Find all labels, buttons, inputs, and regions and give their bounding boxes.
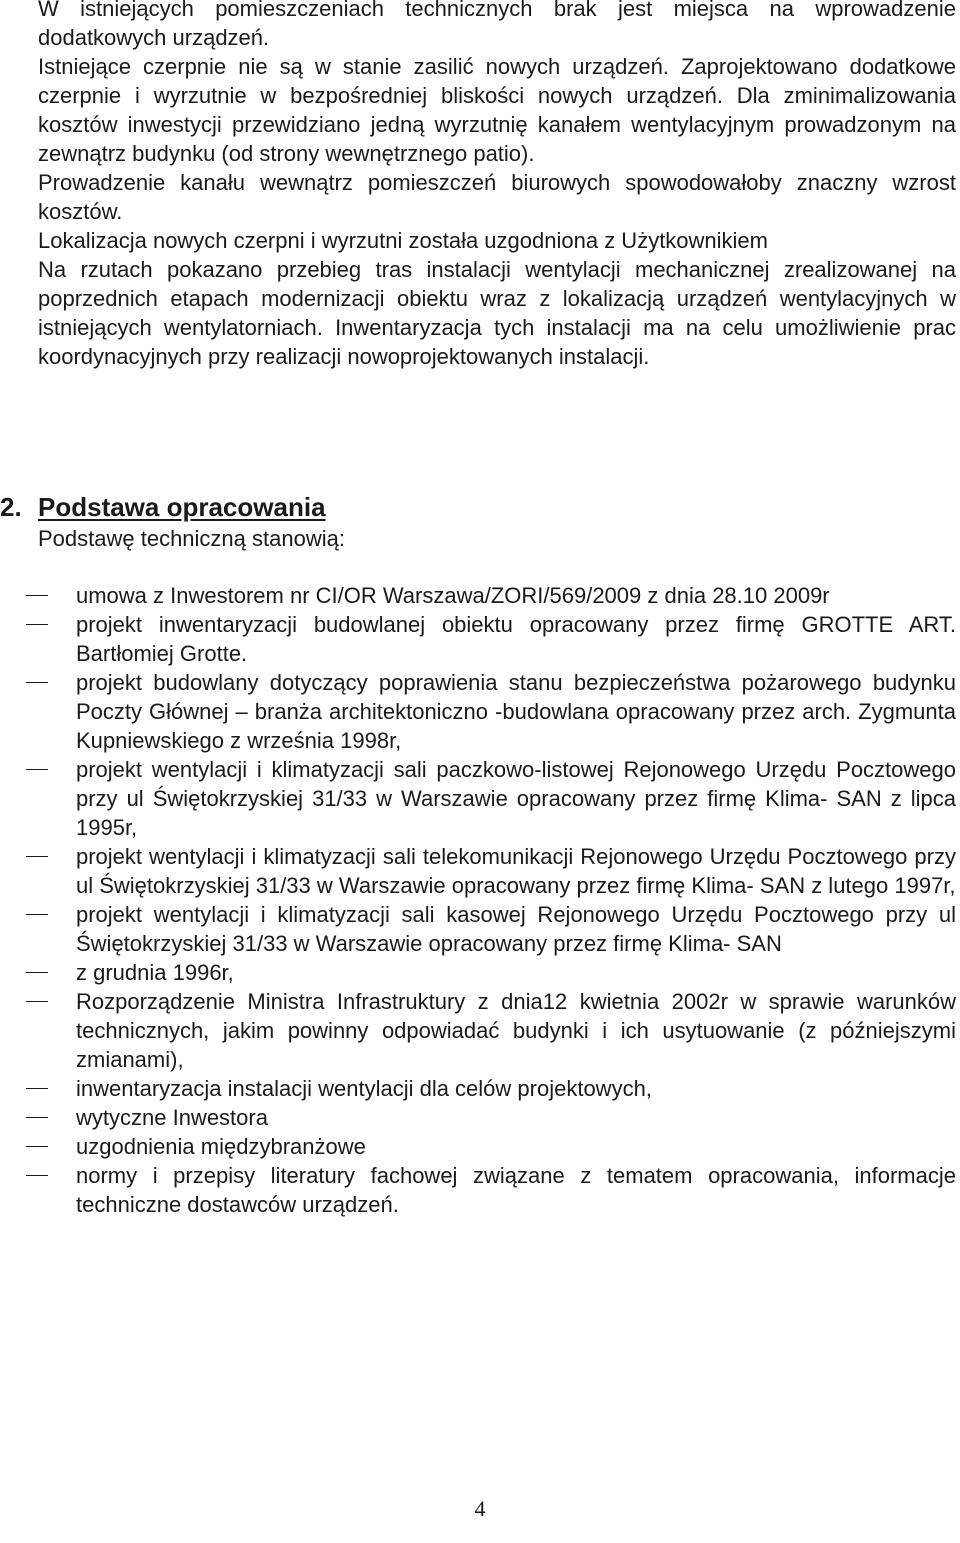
dash-bullet-icon xyxy=(26,769,48,770)
section-number: 2. xyxy=(0,492,22,522)
list-item xyxy=(38,842,956,900)
list-item xyxy=(38,1103,956,1132)
list-item-text: projekt wentylacji i klimatyzacji sali paczkowo-listowej Rejonowego Urzędu Pocztowego przy ul Świętokrzyskiej 31/33 w Warszawie opracowany przez firmę Klima- SAN z lipca 1995r, xyxy=(76,757,956,840)
list-item xyxy=(38,1161,956,1219)
section-lead: Podstawę techniczną stanowią: xyxy=(38,526,345,551)
intro-paragraph: Na rzutach pokazano przebieg tras instalacji wentylacji mechanicznej zrealizowanej na poprzednich etapach modernizacji obiektu wraz z lokalizacją urządzeń wentylacyjnych w istniejących wentylatorniach. Inwentaryzacja tych instalacji ma na celu umożliwienie prac koordynacyjnych przy realizacji nowoprojektowanych instalacji. xyxy=(38,257,956,369)
basis-list xyxy=(38,581,956,1219)
list-item-text: normy i przepisy literatury fachowej związane z tematem opracowania, informacje techniczne dostawców urządzeń. xyxy=(76,1163,956,1217)
list-item-text: uzgodnienia międzybranżowe xyxy=(76,1134,366,1159)
section-basis xyxy=(0,490,956,1219)
dash-bullet-icon xyxy=(26,682,48,683)
list-item xyxy=(38,668,956,755)
dash-bullet-icon xyxy=(26,624,48,625)
list-item xyxy=(38,900,956,958)
dash-bullet-icon xyxy=(26,1088,48,1089)
section-heading xyxy=(0,490,956,524)
dash-bullet-icon xyxy=(26,972,48,973)
list-item-text: Rozporządzenie Ministra Infrastruktury z dnia12 kwietnia 2002r w sprawie warunków technicznych, jakim powinny odpowiadać budynki i ich usytuowanie (z późniejszymi zmianami), xyxy=(76,989,956,1072)
dash-bullet-icon xyxy=(26,1117,48,1118)
section-title: Podstawa opracowania xyxy=(38,492,326,522)
list-item xyxy=(38,1132,956,1161)
page-number: 4 xyxy=(474,1496,486,1521)
intro-paragraph: Lokalizacja nowych czerpni i wyrzutni została uzgodniona z Użytkownikiem xyxy=(38,228,768,253)
list-item xyxy=(38,958,956,987)
list-item-text: inwentaryzacja instalacji wentylacji dla celów projektowych, xyxy=(76,1076,652,1101)
list-item-text: z grudnia 1996r, xyxy=(76,960,234,985)
list-item-text: projekt wentylacji i klimatyzacji sali kasowej Rejonowego Urzędu Pocztowego przy ul Świętokrzyskiej 31/33 w Warszawie opracowany przez firmę Klima- SAN xyxy=(76,902,956,956)
intro-paragraph: Istniejące czerpnie nie są w stanie zasilić nowych urządzeń. Zaprojektowano dodatkowe czerpnie i wyrzutnie w bezpośredniej bliskości nowych urządzeń. Dla zminimalizowania kosztów inwestycji przewidziano jedną wyrzutnię kanałem wentylacyjnym prowadzonym na zewnątrz budynku (od strony wewnętrznego patio). xyxy=(38,54,956,166)
list-item-text: projekt wentylacji i klimatyzacji sali telekomunikacji Rejonowego Urzędu Pocztowego przy ul Świętokrzyskiej 31/33 w Warszawie opracowany przez firmę Klima- SAN z lutego 1997r, xyxy=(76,844,956,898)
intro-paragraph: W istniejących pomieszczeniach technicznych brak jest miejsca na wprowadzenie dodatkowych urządzeń. xyxy=(38,0,956,50)
list-item xyxy=(38,987,956,1074)
dash-bullet-icon xyxy=(26,1175,48,1176)
list-item-text: wytyczne Inwestora xyxy=(76,1105,268,1130)
list-item xyxy=(38,755,956,842)
list-item-text: projekt budowlany dotyczący poprawienia stanu bezpieczeństwa pożarowego budynku Poczty Głównej – branża architektoniczno -budowlana opracowany przez arch. Zygmunta Kupniewskiego z września 1998r, xyxy=(76,670,956,753)
dash-bullet-icon xyxy=(26,1001,48,1002)
list-item xyxy=(38,581,956,610)
dash-bullet-icon xyxy=(26,1146,48,1147)
intro-paragraph: Prowadzenie kanału wewnątrz pomieszczeń biurowych spowodowałoby znaczny wzrost kosztów. xyxy=(38,170,956,224)
list-item xyxy=(38,610,956,668)
dash-bullet-icon xyxy=(26,856,48,857)
dash-bullet-icon xyxy=(26,595,48,596)
list-item xyxy=(38,1074,956,1103)
dash-bullet-icon xyxy=(26,914,48,915)
intro-text xyxy=(38,0,956,371)
list-item-text: projekt inwentaryzacji budowlanej obiektu opracowany przez firmę GROTTE ART. Bartłomiej Grotte. xyxy=(76,612,956,666)
list-item-text: umowa z Inwestorem nr CI/OR Warszawa/ZORI/569/2009 z dnia 28.10 2009r xyxy=(76,583,830,608)
